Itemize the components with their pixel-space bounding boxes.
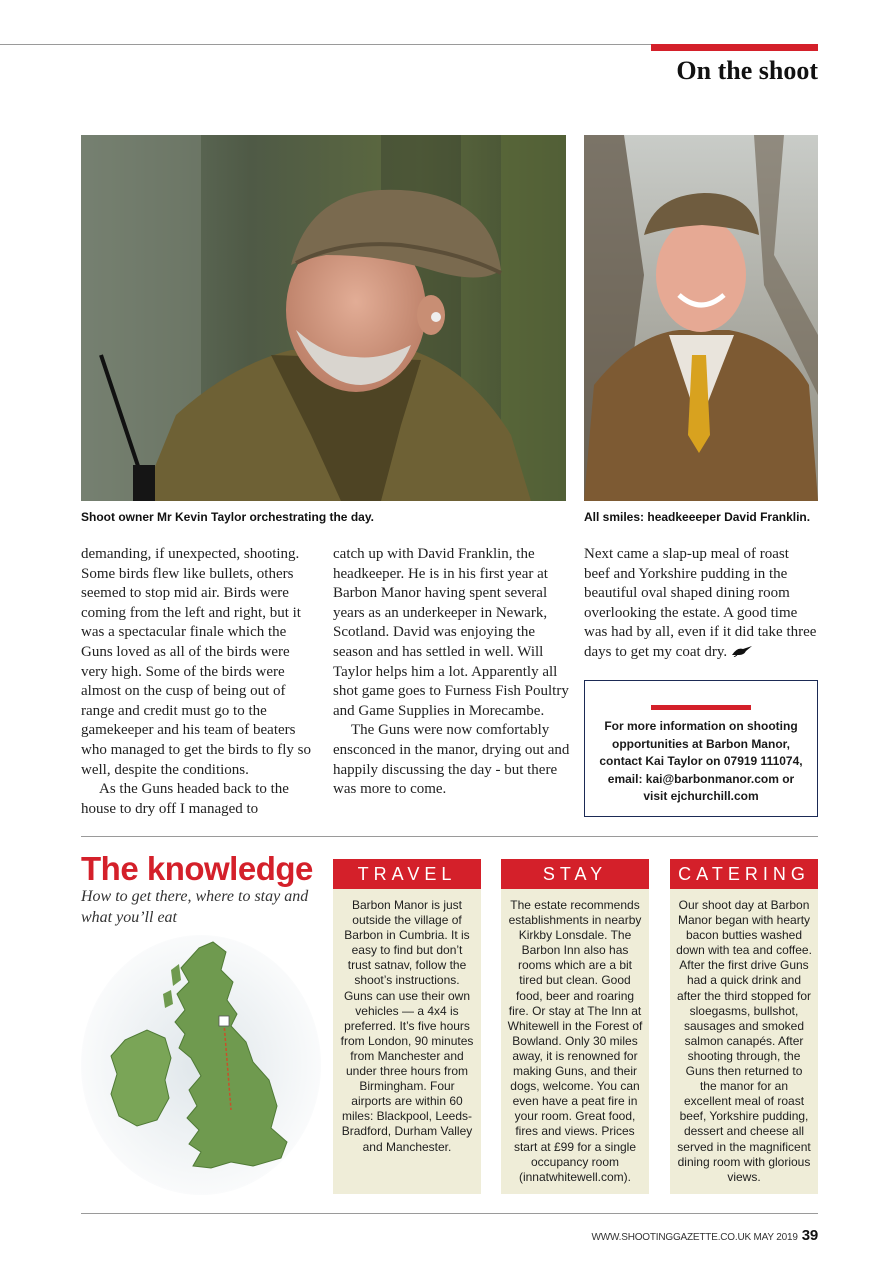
article-paragraph: As the Guns headed back to the house to dry off I managed to bbox=[81, 781, 289, 817]
stay-heading: STAY bbox=[501, 859, 649, 889]
section-title: On the shoot bbox=[676, 56, 818, 85]
photo-caption-main: Shoot owner Mr Kevin Taylor orchestrating the day. bbox=[81, 510, 374, 524]
photo-caption-side: All smiles: headkeeeper David Franklin. bbox=[584, 510, 811, 524]
travel-heading: TRAVEL bbox=[333, 859, 481, 889]
knowledge-title: The knowledge bbox=[81, 850, 313, 887]
page-number: 39 bbox=[801, 1227, 818, 1244]
article-paragraph: catch up with David Franklin, the headkeeper. He is in his first year at Barbon Manor having spent several years as an underkeeper in Newark, Scotland. David was enjoying the season and has settled in well. Will Taylor helps him a lot. Apparently all shot game goes to Furness Fish Poultry and Game Supplies in Morecambe. bbox=[333, 546, 569, 719]
section-accent-bar bbox=[651, 44, 818, 51]
page-footer bbox=[592, 1227, 819, 1244]
article-column-2 bbox=[333, 545, 570, 800]
article-column-3 bbox=[584, 545, 818, 663]
photo-kevin-taylor bbox=[81, 135, 566, 501]
section-divider bbox=[81, 836, 818, 837]
uk-map bbox=[81, 930, 321, 1195]
travel-box bbox=[333, 859, 481, 1194]
stay-box bbox=[501, 859, 649, 1194]
info-box-accent-bar bbox=[651, 705, 751, 710]
article-column-1 bbox=[81, 545, 318, 819]
travel-text: Barbon Manor is just outside the village of Barbon in Cumbria. It is easy to find but don’t trust satnav, follow the shoot’s instructions. Guns can use their own vehicles — a 4x4 is preferred. It’s five hours from London, 90 minutes from Manchester and under three hours from Birmingham. Four airports are within 60 miles: Blackpool, Leeds-Bradford, Durham Valley and Manchester. bbox=[340, 898, 474, 1154]
catering-text: Our shoot day at Barbon Manor began with hearty bacon butties washed down with tea and coffee. After the first drive Guns had a quick drink and after the third stopped for sloegasms, bullshot, sausages and smoked salmon canapés. After shooting through, the Guns then returned to the manor for an excellent meal of roast beef, Yorkshire pudding, dessert and cheese all served in the magnificent dining room with glorious views. bbox=[676, 898, 812, 1184]
info-box bbox=[584, 680, 818, 817]
info-box-text: For more information on shooting opportunities at Barbon Manor, contact Kai Taylor on 07919 111074, email: kai@barbonmanor.com or visit ejchurchill.com bbox=[599, 719, 803, 803]
pheasant-endmark-icon bbox=[731, 645, 753, 657]
article-paragraph bbox=[584, 545, 818, 663]
footer-site: WWW.SHOOTINGGAZETTE.CO.UK MAY 2019 bbox=[591, 1232, 798, 1243]
catering-box bbox=[670, 859, 818, 1194]
catering-heading: CATERING bbox=[670, 859, 818, 889]
article-paragraph: demanding, if unexpected, shooting. Some birds flew like bullets, others seemed to stop mid air. Birds were coming from the left and right, but it was a spectacular finale which the Guns loved as all of the birds were very high. Some of the birds were almost on the cusp of being out of range and credit must go to the gamekeeper and his team of beaters who managed to get the birds to fly so well, despite the conditions. bbox=[81, 546, 311, 778]
photo-david-franklin bbox=[584, 135, 818, 501]
article-paragraph: The Guns were now comfortably ensconced in the manor, drying out and happily discussing the day - but there was more to come. bbox=[333, 722, 570, 798]
article-final-text: Next came a slap-up meal of roast beef and Yorkshire pudding in the beautiful oval shaped dining room overlooking the estate. A good time was had by all, even if it did take three days to get my coat dry. bbox=[584, 546, 817, 660]
stay-text: The estate recommends establishments in nearby Kirkby Lonsdale. The Barbon Inn also has rooms which are a bit tired but clean. Good food, beer and roaring fire. Or stay at The Inn at Whitewell in the Forest of Bowland. Only 30 miles away, it is renowned for making Guns, and their dogs, welcome. You can even have a peat fire in your room. Great food, fires and views. Prices start at £99 for a single occupancy room (innatwhitewell.com). bbox=[507, 898, 643, 1184]
knowledge-subtitle: How to get there, where to stay and what you’ll eat bbox=[81, 888, 309, 926]
footer-rule bbox=[81, 1213, 818, 1214]
